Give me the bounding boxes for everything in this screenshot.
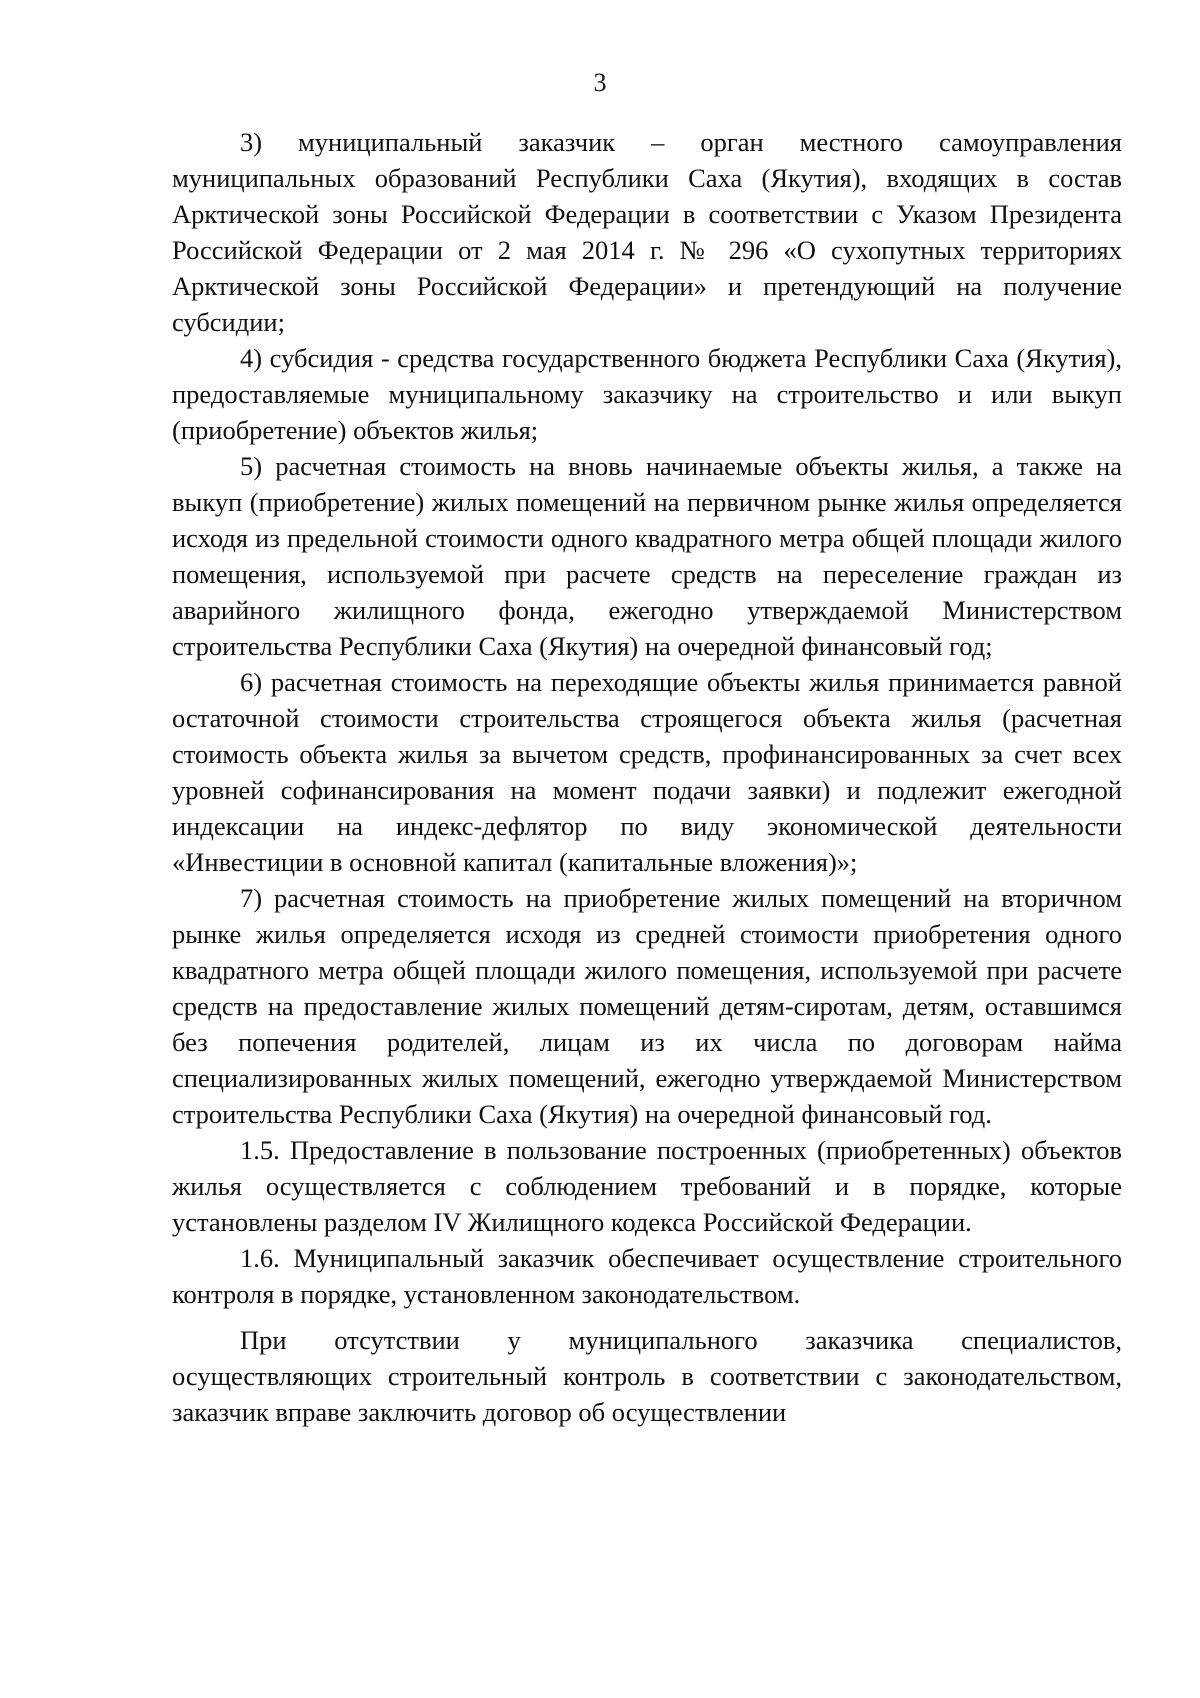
page-number: 3 [593, 68, 607, 97]
paragraph-construction-control: При отсутствии у муниципального заказчика специалистов, осуществляющих строительный контроль в соответствии с законодательством, заказчик вправе заключить договор об осуществлении [172, 1325, 1122, 1427]
document-body [172, 124, 1122, 1430]
paragraph-1-6: 1.6. Муниципальный заказчик обеспечивает осуществление строительного контроля в порядке, установленном законодательством. [172, 1243, 1122, 1309]
paragraph-item-3: 3) муниципальный заказчик – орган местного самоуправления муниципальных образований Республики Саха (Якутия), входящих в состав Арктической зоны Российской Федерации в соответствии с Указом Президента Российской Федерации от 2 мая 2014 г. № 296 «О сухопутных территориях Арктической зоны Российской Федерации» и претендующий на получение субсидии; [172, 127, 1122, 337]
paragraph-1-5: 1.5. Предоставление в пользование построенных (приобретенных) объектов жилья осуществляется с соблюдением требований и в порядке, которые установлены разделом IV Жилищного кодекса Российской Федерации. [172, 1135, 1122, 1237]
paragraph-item-7: 7) расчетная стоимость на приобретение жилых помещений на вторичном рынке жилья определяется исходя из средней стоимости приобретения одного квадратного метра общей площади жилого помещения, используемой при расчете средств на предоставление жилых помещений детям-сиротам, детям, оставшимся без попечения родителей, лицам из их числа по договорам найма специализированных жилых помещений, ежегодно утверждаемой Министерством строительства Республики Саха (Якутия) на очередной финансовый год. [172, 883, 1122, 1129]
paragraph-item-6: 6) расчетная стоимость на переходящие объекты жилья принимается равной остаточной стоимости строительства строящегося объекта жилья (расчетная стоимость объекта жилья за вычетом средств, профинансированных за счет всех уровней софинансирования на момент подачи заявки) и подлежит ежегодной индексации на индекс-дефлятор по виду экономической деятельности «Инвестиции в основной капитал (капитальные вложения)»; [172, 667, 1122, 877]
paragraph-item-4: 4) субсидия - средства государственного бюджета Республики Саха (Якутия), предоставляемые муниципальному заказчику на строительство и или выкуп (приобретение) объектов жилья; [172, 343, 1122, 445]
paragraph-item-5: 5) расчетная стоимость на вновь начинаемые объекты жилья, а также на выкуп (приобретение) жилых помещений на первичном рынке жилья определяется исходя из предельной стоимости одного квадратного метра общей площади жилого помещения, используемой при расчете средств на переселение граждан из аварийного жилищного фонда, ежегодно утверждаемой Министерством строительства Республики Саха (Якутия) на очередной финансовый год; [172, 451, 1122, 661]
